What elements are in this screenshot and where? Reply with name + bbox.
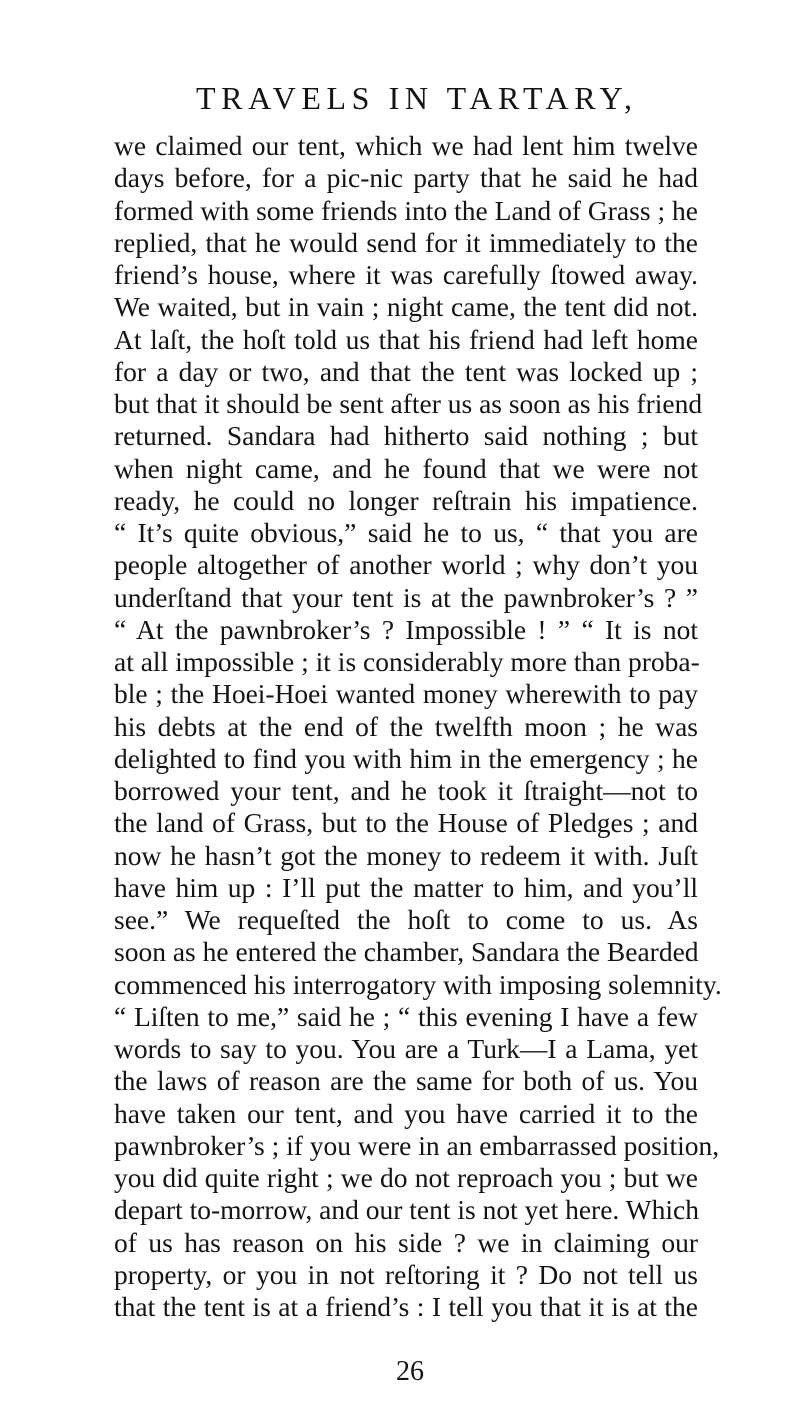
- text-line: At laſt, the hoſt told us that his friend had left home: [114, 323, 698, 355]
- text-line: you did quite right ; we do not reproach you ; but we: [114, 1162, 698, 1193]
- text-line: ble ; the Hoei-Hoei wanted money wherewith to pay: [114, 678, 698, 710]
- text-line: formed with some friends into the Land of Grass ; he: [114, 194, 698, 226]
- text-line: commenced his interrogatory with imposing solemnity.: [114, 968, 722, 1000]
- text-line: have him up : I’ll put the matter to him, and you’ll: [114, 871, 698, 903]
- text-line: his debts at the end of the twelfth moon ; he was: [114, 710, 698, 742]
- text-line: replied, that he would send for it immediately to the: [114, 226, 698, 258]
- text-line: ready, he could no longer reſtrain his impatience.: [114, 484, 698, 516]
- text-line: for a day or two, and that the tent was locked up ;: [114, 355, 698, 387]
- text-line: see.” We requeſted the hoſt to come to us. As: [114, 904, 698, 935]
- text-line: at all impossible ; it is considerably more than proba-: [114, 646, 700, 677]
- text-line: days before, for a pic-nic party that he said he had: [114, 162, 698, 194]
- text-line: now he hasn’t got the money to redeem it with. Juſt: [114, 839, 698, 871]
- running-title: TRAVELS IN TARTARY,: [196, 80, 638, 116]
- text-line: “ Liſten to me,” said he ; “ this evening I have a few: [114, 1000, 698, 1032]
- text-line: We waited, but in vain ; night came, the tent did not.: [114, 291, 698, 323]
- body-text: [114, 130, 722, 1323]
- text-line: people altogether of another world ; why don’t you: [114, 549, 698, 581]
- text-line: borrowed your tent, and he took it ſtraight—not to: [114, 775, 698, 806]
- text-line: depart to-morrow, and our tent is not yet here. Which: [114, 1194, 699, 1226]
- text-line: “ It’s quite obvious,” said he to us, “ that you are: [114, 517, 698, 548]
- text-line: we claimed our tent, which we had lent him twelve: [114, 130, 698, 161]
- text-line: words to say to you. You are a Turk—I a Lama, yet: [114, 1033, 698, 1064]
- text-line: have taken our tent, and you have carried it to the: [114, 1097, 698, 1129]
- text-line: the land of Grass, but to the House of Pledges ; and: [114, 807, 698, 839]
- text-line: when night came, and he found that we were not: [114, 452, 698, 484]
- text-line: pawnbroker’s ; if you were in an embarrassed position,: [114, 1129, 720, 1161]
- text-line: that the tent is at a friend’s : I tell you that it is at the: [114, 1291, 698, 1322]
- text-line: the laws of reason are the same for both of us. You: [114, 1065, 698, 1097]
- text-line: delighted to find you with him in the emergency ; he: [114, 742, 698, 774]
- text-line: returned. Sandara had hitherto said nothing ; but: [114, 420, 698, 452]
- text-line: property, or you in not reſtoring it ? Do not tell us: [114, 1258, 698, 1290]
- text-line: “ At the pawnbroker’s ? Impossible ! ” “ It is not: [114, 613, 698, 645]
- text-line: but that it should be sent after us as soon as his friend: [114, 388, 703, 419]
- page-number: 26: [396, 1356, 424, 1387]
- text-line: soon as he entered the chamber, Sandara the Bearded: [114, 936, 699, 968]
- text-line: of us has reason on his side ? we in claiming our: [114, 1226, 698, 1258]
- text-line: underſtand that your tent is at the pawnbroker’s ? ”: [114, 581, 698, 613]
- text-line: friend’s house, where it was carefully ſtowed away.: [114, 259, 698, 290]
